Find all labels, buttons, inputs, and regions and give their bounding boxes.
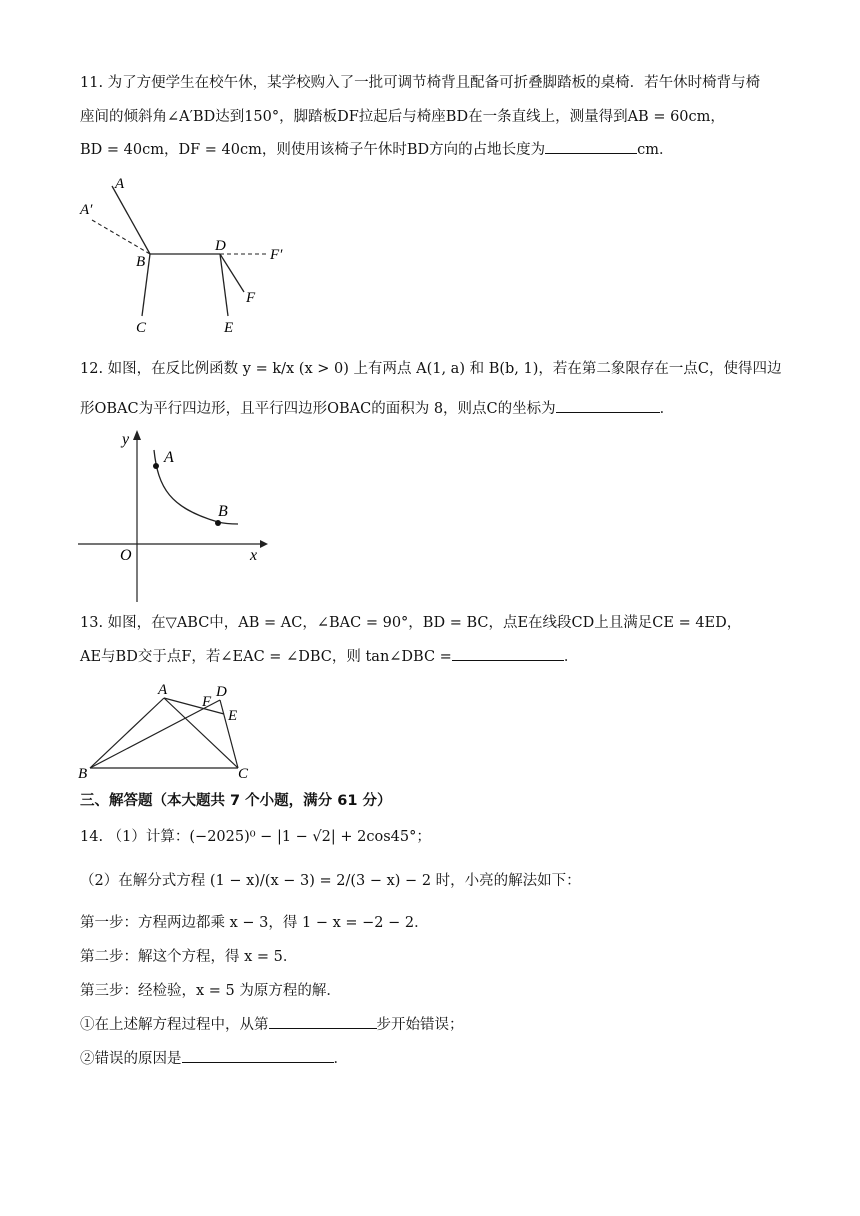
label-b: B: [136, 254, 146, 270]
q14-ask1-text: ①在上述解方程过程中，从第: [80, 1017, 269, 1033]
q12-graph-figure: [70, 428, 270, 604]
q13-triangle-figure: [72, 680, 262, 784]
q14-part2: （2）在解分式方程 (1 − x)/(x − 3) = 2/(3 − x) − 2 时，小亮的解法如下：: [80, 873, 581, 889]
label-a: A: [115, 176, 125, 192]
segment-bd: [90, 700, 220, 768]
q14-ask2: [80, 1048, 780, 1070]
label-d: D: [215, 238, 226, 254]
label-c: C: [136, 320, 147, 336]
answer-blank-q14-1[interactable]: [269, 1014, 377, 1029]
q14-step1: 第一步：方程两边都乘 x − 3，得 1 − x = −2 − 2．: [80, 915, 429, 931]
label-point-a: A: [164, 449, 174, 466]
q11-line2: 座间的倾斜角∠A′BD达到150°，脚踏板DF拉起后与椅座BD在一条直线上，测量得到AB = 60cm，: [80, 109, 725, 125]
y-axis-arrow: [133, 430, 141, 440]
q14-step3: 第三步：经检验，x = 5 为原方程的解．: [80, 983, 341, 999]
q14-part1: 14. （1）计算：(−2025)⁰ − |1 − √2| + 2cos45°；: [80, 829, 431, 845]
q13-line2-text: AE与BD交于点F，若∠EAC = ∠DBC，则 tan∠DBC =: [80, 649, 452, 665]
q11-unit: cm．: [637, 142, 674, 158]
answer-blank-q12[interactable]: [556, 398, 660, 413]
q12-end: ．: [659, 401, 675, 417]
q12-line2-text: 形OBAC为平行四边形，且平行四边形OBAC的面积为 8，则点C的坐标为: [80, 401, 556, 417]
q14-ask2-end: ．: [333, 1051, 348, 1067]
segment-ab: [90, 698, 164, 768]
q14-step2: 第二步：解这个方程，得 x = 5．: [80, 949, 298, 965]
label-a-prime: A′: [80, 202, 93, 218]
label-a: A: [158, 682, 168, 698]
point-a: [153, 463, 159, 469]
segment-ac: [164, 698, 238, 768]
x-axis-arrow: [260, 540, 268, 548]
label-f-prime: F′: [270, 247, 283, 263]
label-e: E: [224, 320, 234, 336]
q11-line1: 11. 为了方便学生在校午休，某学校购入了一批可调节椅背且配备可折叠脚踏板的桌椅．若午休时椅背与椅: [80, 75, 761, 91]
q13-end: ．: [563, 649, 579, 665]
label-point-b: B: [218, 503, 228, 520]
label-x: x: [250, 547, 258, 564]
point-b: [215, 520, 221, 526]
label-y: y: [122, 431, 130, 448]
segment-ab: [112, 186, 150, 254]
q13-line1: 13. 如图，在▽ABC中，AB = AC，∠BAC = 90°，BD = BC，点E在线段CD上且满足CE = 4ED，: [80, 615, 742, 631]
label-f: F: [202, 694, 212, 710]
section-heading: 三、解答题（本大题共 7 个小题，满分 61 分）: [80, 793, 392, 809]
segment-a-prime-b: [92, 220, 150, 254]
q14-ask2-text: ②错误的原因是: [80, 1051, 182, 1067]
label-c: C: [238, 766, 249, 782]
q14-ask1-end: 步开始错误；: [376, 1017, 464, 1033]
answer-blank-q11[interactable]: [545, 139, 637, 154]
q11-line3: [80, 139, 780, 161]
label-e: E: [228, 708, 238, 724]
label-f: F: [246, 290, 256, 306]
q12-line1: 12. 如图，在反比例函数 y = k/x (x > 0) 上有两点 A(1, a) 和 B(b, 1)，若在第二象限存在一点C，使得四边: [80, 361, 782, 377]
label-b: B: [78, 766, 88, 782]
q14-ask1: [80, 1014, 780, 1036]
segment-de: [220, 254, 228, 316]
label-o: O: [120, 547, 132, 564]
answer-blank-q13[interactable]: [452, 646, 564, 661]
q11-line3-text: BD = 40cm，DF = 40cm，则使用该椅子午休时BD方向的占地长度为: [80, 142, 546, 158]
q13-line2: [80, 646, 780, 668]
q12-line2: [80, 398, 780, 420]
q11-chair-figure: [70, 168, 300, 340]
label-d: D: [216, 684, 227, 700]
answer-blank-q14-2[interactable]: [182, 1048, 334, 1063]
